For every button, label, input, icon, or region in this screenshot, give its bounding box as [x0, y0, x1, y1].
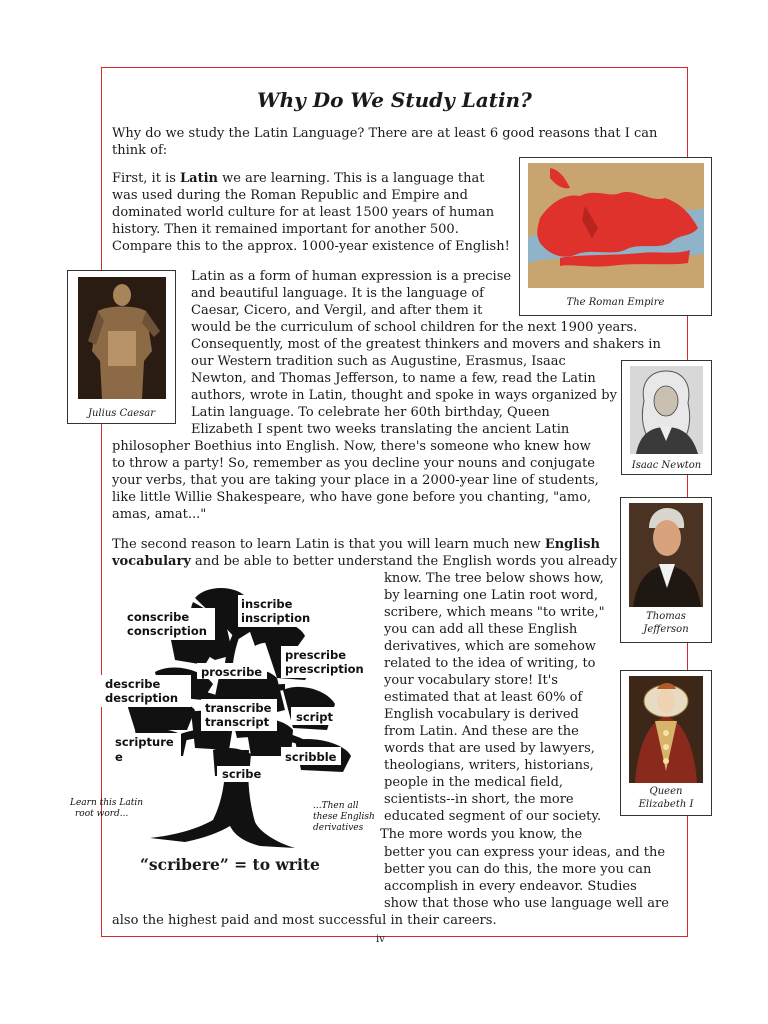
p2-line: our Western tradition such as Augustine, Erasmus, Isaac: [191, 354, 566, 369]
p3-tail-line: better you can do this, the more you can: [384, 862, 652, 877]
word-conscription: conscription: [127, 624, 207, 638]
word-transcript: transcript: [205, 715, 270, 729]
p3-col-line: theologians, writers, historians,: [384, 758, 594, 773]
p3-col-line: words that are used by lawyers,: [384, 741, 595, 756]
p1-line-1: First, it is Latin we are learning. This is a language that: [112, 171, 485, 186]
p2-line: and beautiful language. It is the language of: [191, 286, 484, 301]
p3-tail-line: better you can express your ideas, and the: [384, 845, 666, 860]
isaac-newton-caption: Isaac Newton: [631, 460, 702, 471]
p3-tail-line: also the highest paid and most successful in their careers.: [112, 913, 497, 928]
queen-elizabeth-figure: [620, 670, 712, 816]
word-inscription: inscription: [241, 611, 311, 625]
left-note-line-2: root word...: [75, 809, 129, 819]
word-scribble: scribble: [285, 750, 337, 764]
queen-elizabeth-caption-2: Elizabeth I: [638, 799, 694, 810]
isaac-newton-portrait: [622, 361, 711, 458]
thomas-jefferson-caption-2: Jefferson: [643, 624, 689, 635]
word-transcribe: transcribe: [205, 701, 272, 715]
page-title: Why Do We Study Latin?: [257, 88, 532, 112]
p3-col-line: your vocabulary store! It's: [384, 673, 558, 688]
p3-col-line: educated segment of our society.: [384, 809, 602, 824]
p3-line-2: vocabulary and be able to better understand the English words you already: [112, 554, 618, 569]
p1-line: Compare this to the approx. 1000-year existence of English!: [112, 239, 510, 254]
p3-tail-line: show that those who use language well are: [384, 896, 669, 911]
thomas-jefferson-figure: [620, 497, 712, 643]
p2-line: Latin as a form of human expression is a precise: [191, 269, 512, 284]
roman-empire-map: [520, 158, 711, 291]
p3-col-line: by learning one Latin root word,: [384, 588, 599, 603]
p3-col-line: derivatives, which are somehow: [384, 639, 596, 654]
queen-elizabeth-caption-1: Queen: [649, 786, 683, 797]
p3-col-line: estimated that at least 60% of: [384, 690, 583, 705]
p3-line-1: The second reason to learn Latin is that you will learn much new English: [112, 537, 600, 552]
word-scripture-e: e: [115, 750, 123, 764]
queen-elizabeth-portrait: [621, 671, 711, 784]
p3-col-line: English vocabulary is derived: [384, 707, 579, 722]
word-describe: describe: [105, 677, 161, 691]
p3-col-line: know. The tree below shows how,: [384, 571, 604, 586]
word-prescribe: prescribe: [285, 648, 347, 662]
p2-line: Consequently, most of the greatest thinkers and movers and shakers in: [191, 337, 661, 352]
right-note-line-1: ...Then all: [313, 801, 359, 811]
isaac-newton-figure: [621, 360, 712, 475]
left-note-line-1: Learn this Latin: [70, 798, 144, 808]
word-description: description: [105, 691, 179, 705]
p2-line: would be the curriculum of school children for the next 1900 years.: [191, 320, 638, 335]
scribere-tree-diagram: [70, 580, 385, 855]
p3-col-line: you can add all these English: [384, 622, 578, 637]
scribere-label: “scribere” = to write: [140, 855, 320, 874]
thomas-jefferson-caption-1: Thomas: [646, 611, 686, 622]
p3-col-line: scientists--in short, the more: [384, 792, 574, 807]
p2-line: Elizabeth I spent two weeks translating the ancient Latin: [191, 422, 570, 437]
p3-col-line: people in the medical field,: [384, 775, 564, 790]
p1-line: was used during the Roman Republic and Empire and: [112, 188, 468, 203]
julius-caesar-caption: Julius Caesar: [87, 408, 155, 419]
p1-line: history. Then it remained important for another 500.: [112, 222, 459, 237]
word-prescription: prescription: [285, 662, 364, 676]
roman-empire-figure: [519, 157, 712, 316]
p2-line: Caesar, Cicero, and Vergil, and after them it: [191, 303, 483, 318]
p2-line: authors, wrote in Latin, thought and spoke in ways organized by: [191, 388, 617, 403]
p3-tail-line: accomplish in every endeavor. Studies: [384, 879, 637, 894]
word-inscribe: inscribe: [241, 597, 293, 611]
p2-line: amas, amat...": [112, 507, 207, 522]
word-proscribe: proscribe: [201, 665, 263, 679]
word-script: script: [296, 710, 334, 724]
intro-line-1: Why do we study the Latin Language? There are at least 6 good reasons that I can: [112, 126, 658, 141]
p2-line: your verbs, that you are taking your place in a 2000-year line of students,: [112, 473, 599, 488]
p3-col-line: scribere, which means "to write,": [384, 605, 605, 620]
julius-caesar-figure: [67, 270, 176, 424]
p1-line: dominated world culture for at least 1500 years of human: [112, 205, 495, 220]
p2-line: to throw a party! So, remember as you decline your nouns and conjugate: [112, 456, 595, 471]
word-scripture: scripture: [115, 735, 174, 749]
word-conscribe: conscribe: [127, 610, 190, 624]
intro-line-2: think of:: [112, 143, 168, 158]
word-scribe: scribe: [222, 767, 262, 781]
julius-caesar-portrait: [68, 271, 175, 401]
p3-col-line: from Latin. And these are the: [384, 724, 579, 739]
right-note-line-2: these English: [313, 812, 375, 822]
thomas-jefferson-portrait: [621, 498, 711, 608]
p2-line: like little Willie Shakespeare, who have gone before you chanting, "amo,: [112, 490, 592, 505]
p3-col-line: related to the idea of writing, to: [384, 656, 596, 671]
p2-line: philosopher Boethius into English. Now, there's someone who knew how: [112, 439, 591, 454]
p3-tail-line: The more words you know, the: [380, 827, 583, 842]
right-note-line-3: derivatives: [313, 823, 364, 833]
p2-line: Newton, and Thomas Jefferson, to name a few, read the Latin: [191, 371, 596, 386]
roman-empire-caption: The Roman Empire: [566, 297, 665, 308]
page-number: iv: [376, 934, 385, 945]
p2-line: Latin language. To celebrate her 60th birthday, Queen: [191, 405, 550, 420]
